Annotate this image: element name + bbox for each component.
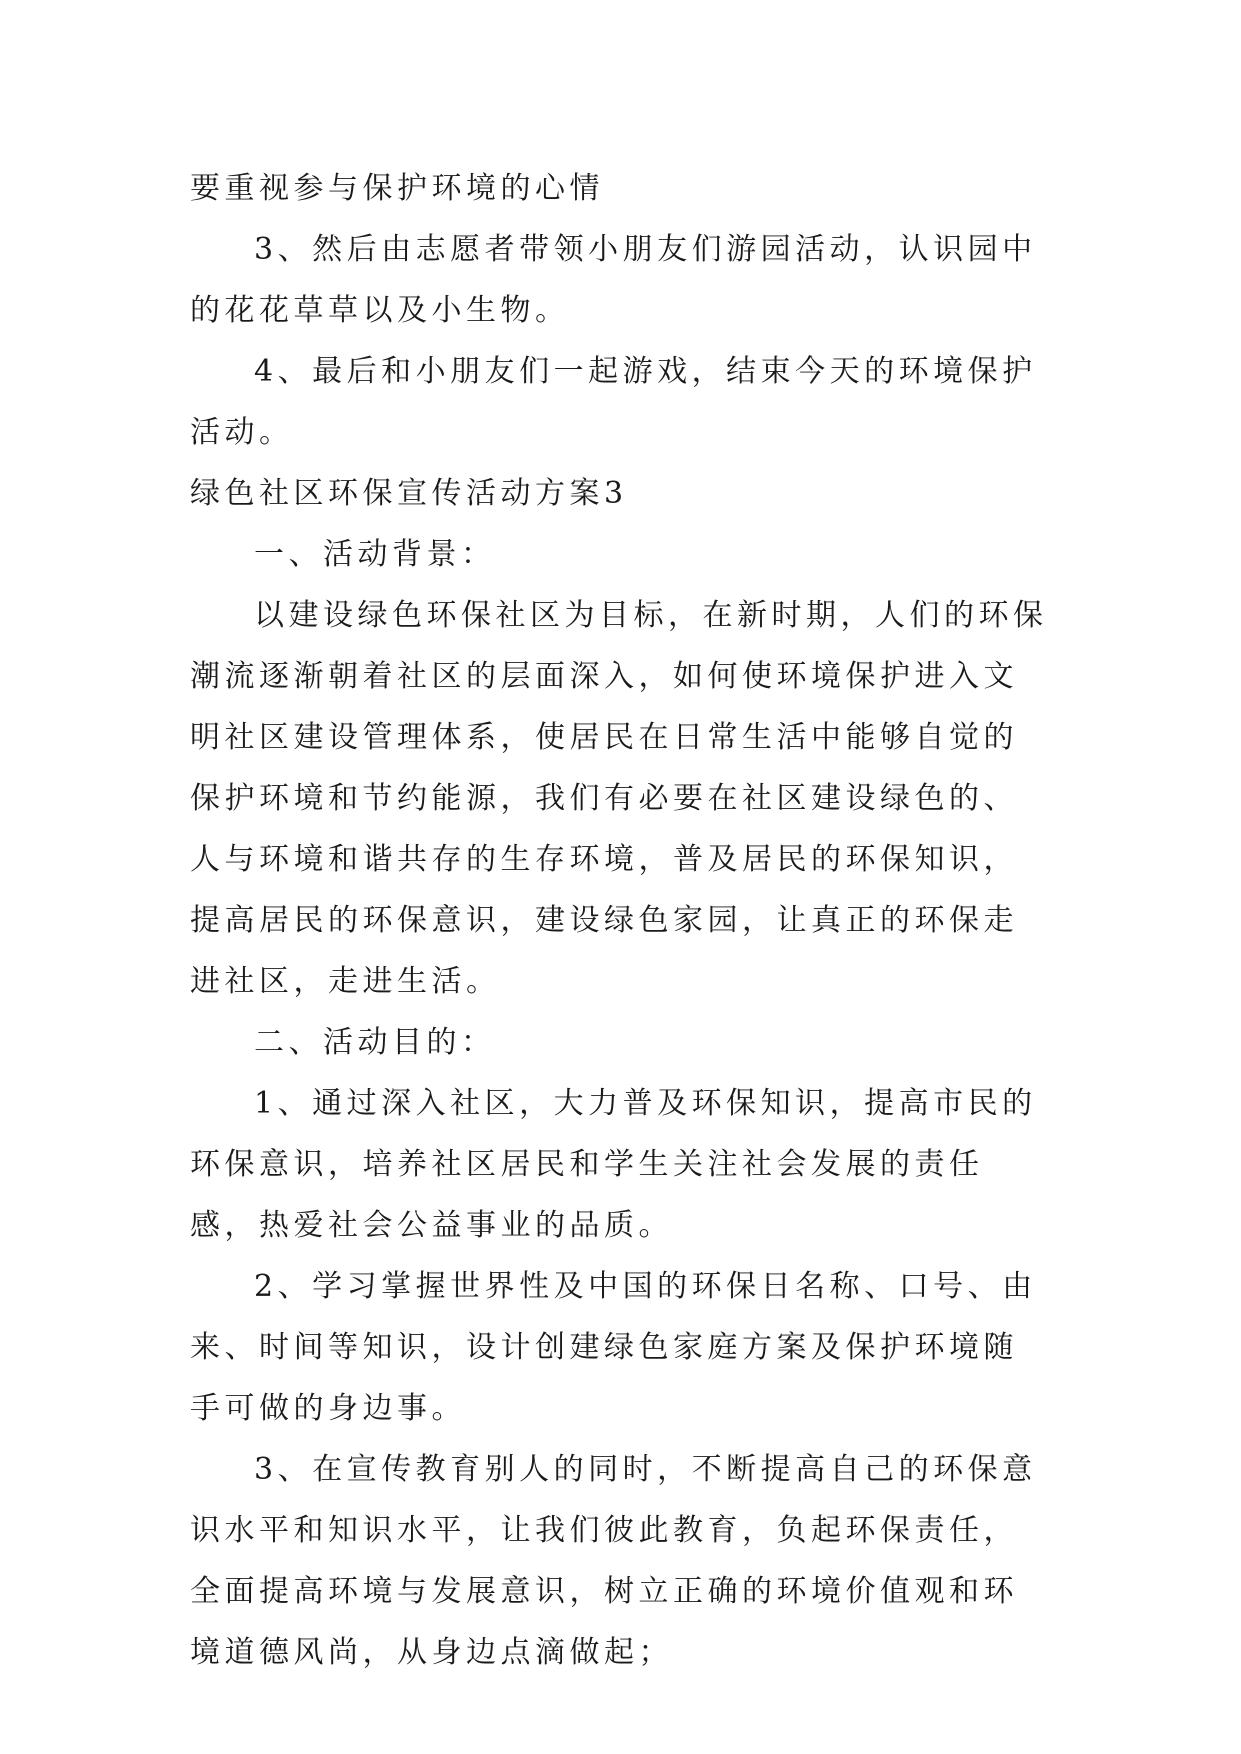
- paragraph-background: 以建设绿色环保社区为目标，在新时期，人们的环保潮流逐渐朝着社区的层面深入，如何使环境保护进入文明社区建设管理体系，使居民在日常生活中能够自觉的保护环境和节约能源，我们有必要在社区建设绿色的、人与环境和谐共存的生存环境，普及居民的环保知识，提高居民的环保意识，建设绿色家园，让真正的环保走进社区，走进生活。: [190, 598, 1048, 999]
- paragraph-purpose-1: 1、通过深入社区，大力普及环保知识，提高市民的环保意识，培养社区居民和学生关注社会发展的责任感，热爱社会公益事业的品质。: [190, 1086, 1037, 1243]
- paragraph-purpose-3: 3、在宣传教育别人的同时，不断提高自己的环保意识水平和知识水平，让我们彼此教育，负起环保责任，全面提高环境与发展意识，树立正确的环境价值观和环境道德风尚，从身边点滴做起；: [190, 1452, 1037, 1670]
- paragraph-purpose-2: 2、学习掌握世界性及中国的环保日名称、口号、由来、时间等知识，设计创建绿色家庭方案及保护环境随手可做的身边事。: [190, 1269, 1037, 1426]
- paragraph-continuation: 要重视参与保护环境的心情: [190, 171, 604, 206]
- document-body: [190, 158, 1050, 1683]
- paragraph-step-4: 4、最后和小朋友们一起游戏，结束今天的环境保护活动。: [190, 354, 1037, 450]
- heading-purpose: 二、活动目的：: [254, 1025, 496, 1060]
- paragraph-step-3: 3、然后由志愿者带领小朋友们游园活动，认识园中的花花草草以及小生物。: [190, 232, 1037, 328]
- section-title: 绿色社区环保宣传活动方案3: [190, 476, 628, 511]
- heading-background: 一、活动背景：: [254, 537, 496, 572]
